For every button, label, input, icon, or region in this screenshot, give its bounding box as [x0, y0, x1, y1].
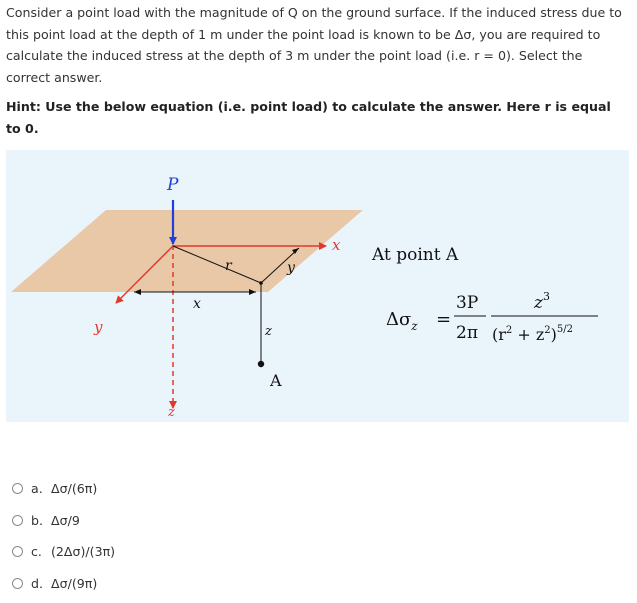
option-letter: c. [31, 543, 42, 559]
label-y-plane: y [287, 260, 295, 276]
label-x-plane: x [193, 296, 201, 312]
point-load-figure [6, 150, 629, 422]
option-d[interactable] [12, 573, 312, 593]
option-b[interactable] [12, 510, 312, 530]
equation-equals: = [436, 309, 452, 330]
fraction2-numerator: $z^3$ [534, 290, 550, 313]
ground-plane [11, 210, 363, 292]
equation-lhs: $\Delta\sigma_z$ [386, 309, 418, 333]
fraction2-denominator: $(r^2 + z^2)^{5/2}$ [492, 324, 573, 344]
label-y-axis: y [94, 318, 103, 336]
radio-d[interactable] [12, 578, 23, 589]
question-text: Consider a point load with the magnitude of Q on the ground surface. If the induced stress due to this point load at the depth of 1 m under the point load is known to be Δσ, you are required to calculate the induced stress at the depth of 3 m under the point load (i.e. r = 0). Select the correct answer. [6, 5, 622, 85]
equation-title: At point A [372, 245, 459, 265]
label-p: P [167, 175, 179, 195]
label-x-axis: x [332, 236, 341, 254]
label-z-axis: z [168, 405, 175, 420]
point-a-marker [258, 361, 264, 367]
option-text: (2Δσ)/(3π) [51, 543, 116, 559]
option-text: Δσ/9 [51, 512, 80, 528]
label-a: A [270, 371, 282, 390]
option-text: Δσ/(9π) [51, 575, 98, 591]
fraction1-numerator: 3P [456, 293, 479, 313]
radio-a[interactable] [12, 483, 23, 494]
radio-b[interactable] [12, 515, 23, 526]
point-a-surface [259, 281, 263, 285]
option-letter: b. [31, 512, 43, 528]
option-letter: d. [31, 575, 43, 591]
radio-c[interactable] [12, 546, 23, 557]
option-a[interactable] [12, 478, 312, 498]
hint-text: Hint: Use the below equation (i.e. point load) to calculate the answer. Here r is equal to 0. [6, 99, 611, 136]
option-text: Δσ/(6π) [51, 480, 98, 496]
label-r: r [225, 258, 232, 274]
option-letter: a. [31, 480, 43, 496]
label-z-vertical: z [265, 324, 272, 339]
option-c[interactable] [12, 541, 312, 561]
fraction1-denominator: 2π [456, 323, 478, 343]
